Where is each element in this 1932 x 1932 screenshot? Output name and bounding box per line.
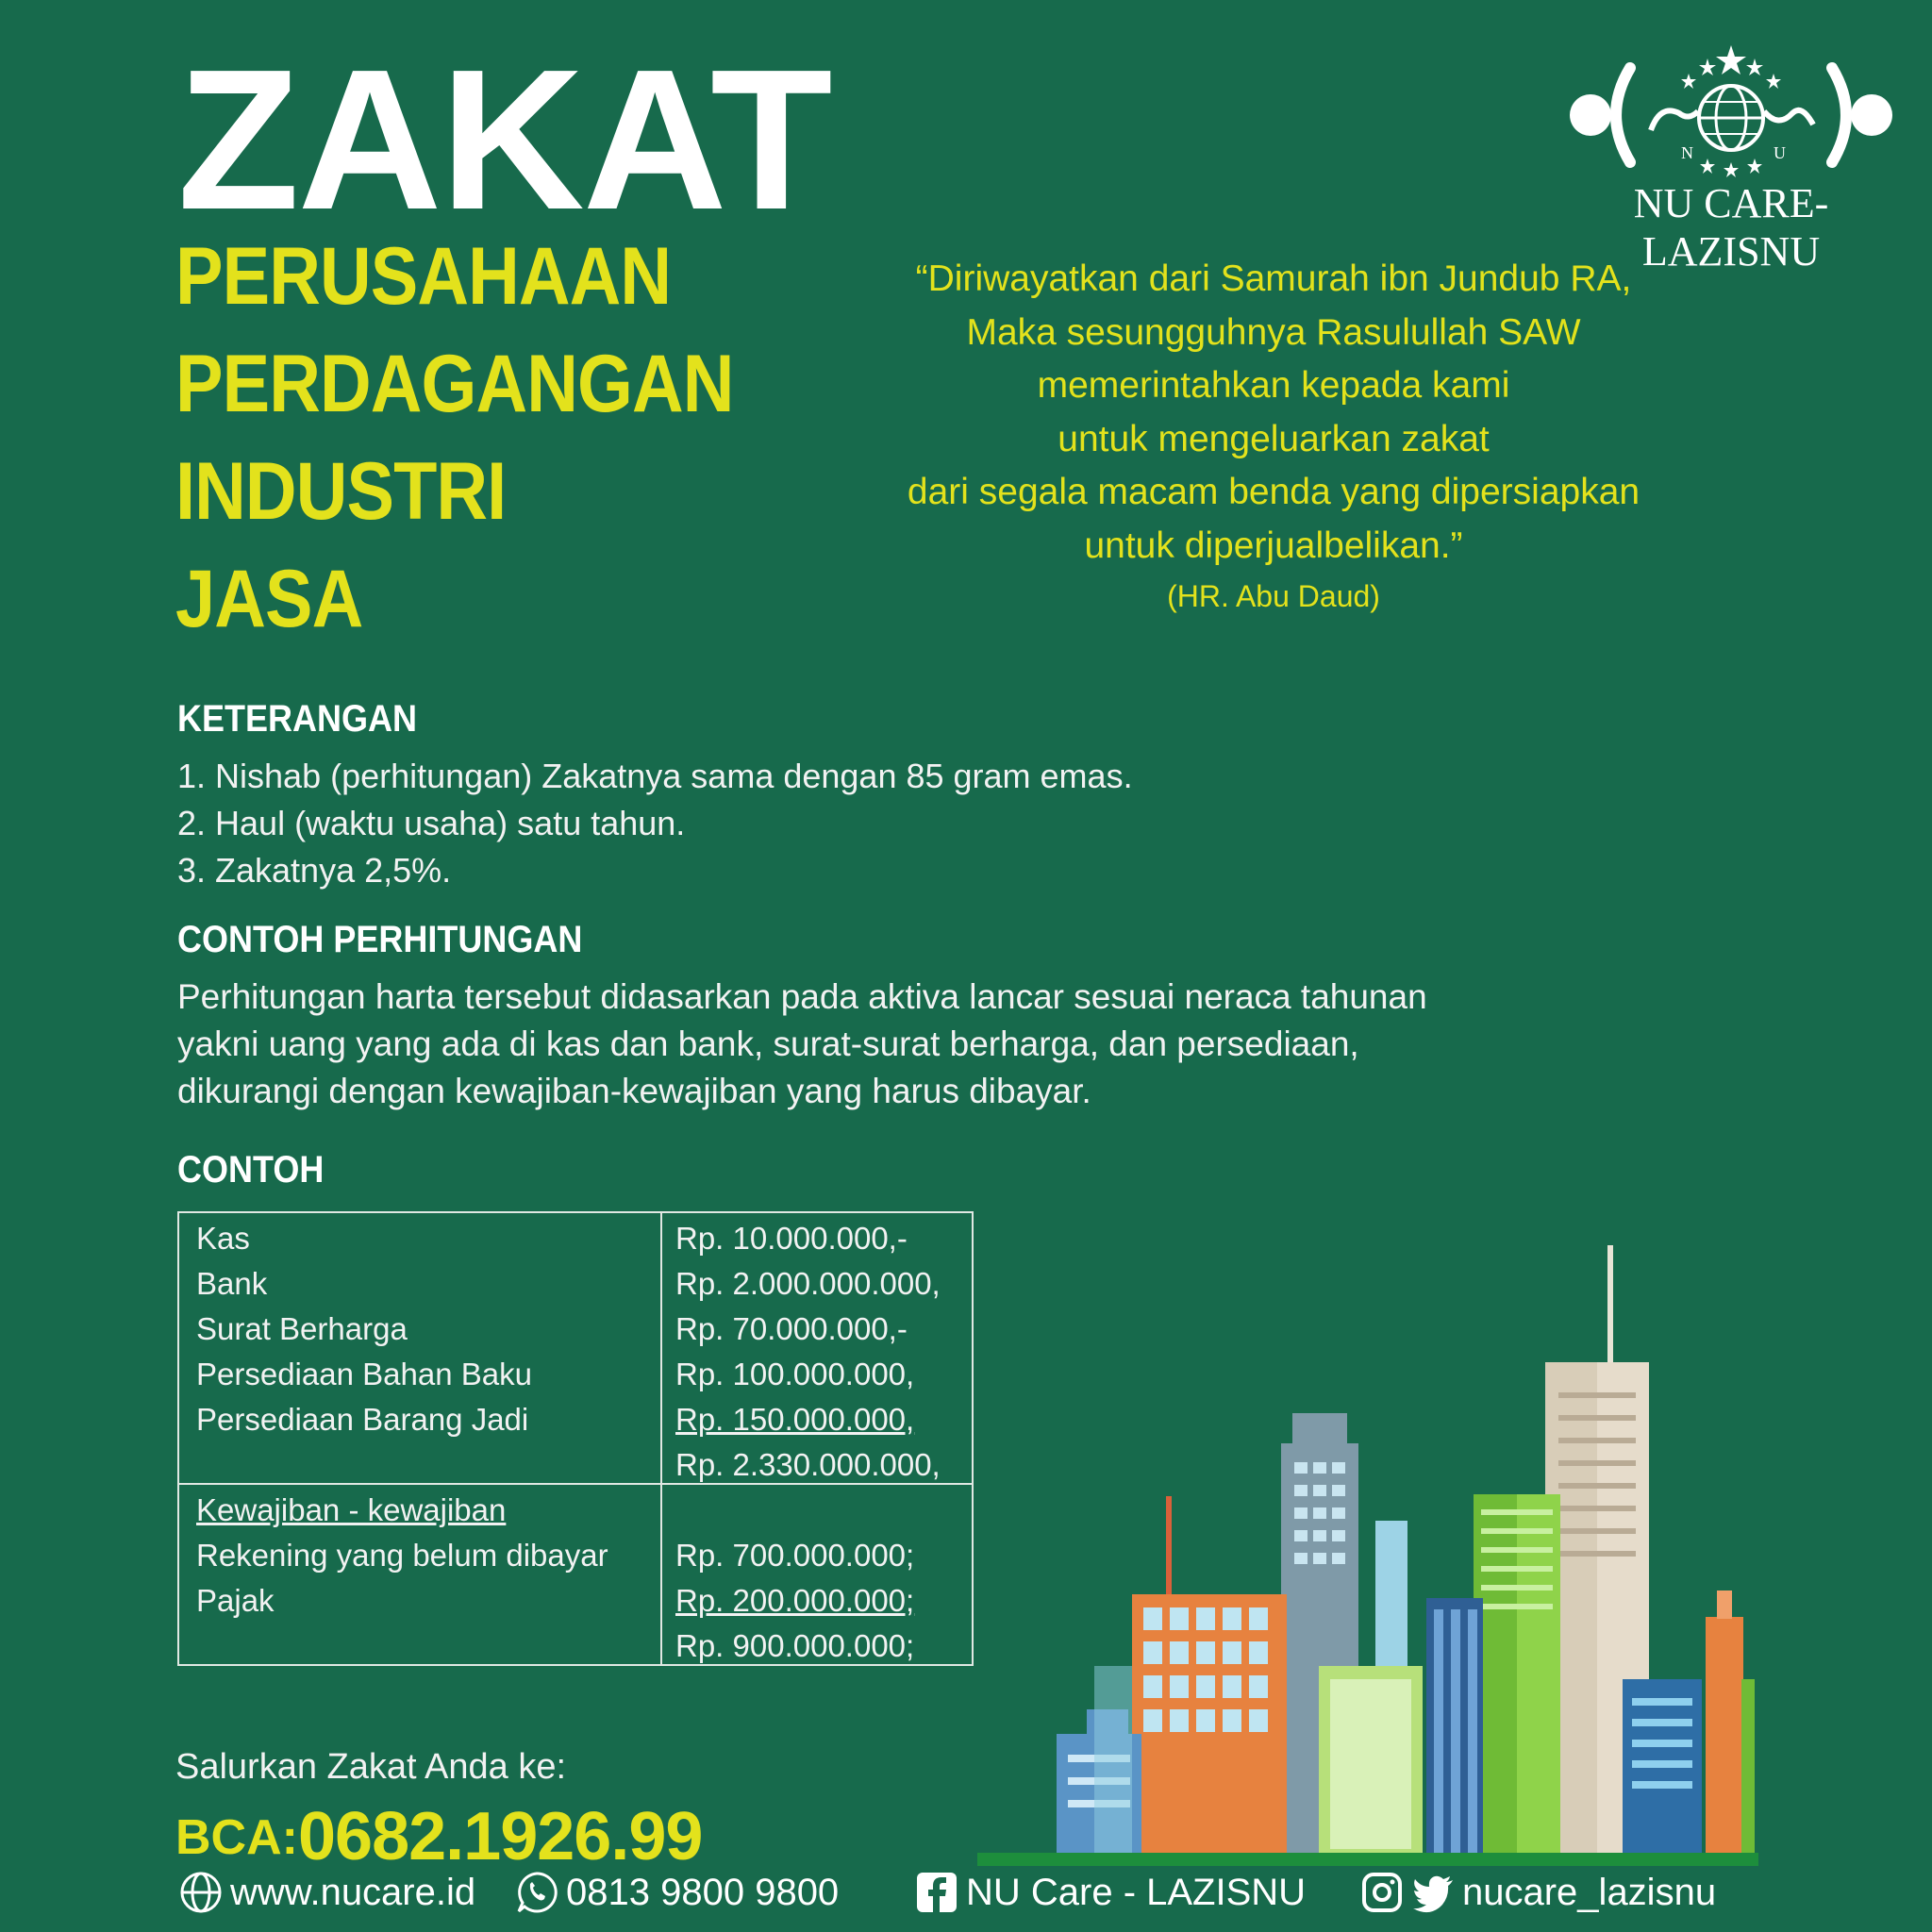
instagram-icon <box>1360 1871 1404 1914</box>
contoh-perhitungan-text <box>177 974 1592 1115</box>
account-number: 0682.1926.99 <box>298 1799 703 1874</box>
quote-line: dari segala macam benda yang dipersiapkan <box>907 472 1641 512</box>
website-text: www.nucare.id <box>230 1871 476 1913</box>
logo-letter-u: U <box>1774 143 1786 162</box>
example-table <box>177 1211 974 1666</box>
contoh-heading: CONTOH <box>177 1149 325 1191</box>
paragraph-line: yakni uang yang ada di kas dan bank, surat-surat berharga, dan persediaan, <box>177 1024 1359 1063</box>
social-handle-link[interactable] <box>1360 1866 1716 1919</box>
asset-label: Persediaan Barang Jadi <box>196 1402 529 1437</box>
asset-value: Rp. 100.000.000, <box>675 1357 915 1391</box>
subtitle-perdagangan: PERDAGANGAN <box>175 339 734 429</box>
ground-strip <box>977 1853 1758 1866</box>
city-skyline-illustration <box>1000 1226 1755 1887</box>
liability-value: Rp. 200.000.000; <box>675 1583 915 1618</box>
social-handle-text: nucare_lazisnu <box>1462 1871 1717 1913</box>
contoh-perhitungan-heading: CONTOH PERHITUNGAN <box>177 919 583 960</box>
facebook-icon <box>915 1871 958 1914</box>
liability-value: Rp. 700.000.000; <box>675 1538 915 1573</box>
nu-emblem-icon <box>1557 38 1906 179</box>
liabilities-total: Rp. 900.000.000; <box>675 1628 915 1663</box>
logo-name: NU CARE-LAZISNU <box>1633 180 1829 275</box>
quote-source: (HR. Abu Daud) <box>1167 579 1380 613</box>
globe-icon <box>179 1871 223 1914</box>
asset-label: Surat Berharga <box>196 1311 408 1346</box>
subtitle-perusahaan: PERUSAHAAN <box>175 231 672 322</box>
assets-total: Rp. 2.330.000.000, <box>675 1447 941 1482</box>
table-divider <box>179 1483 972 1485</box>
keterangan-item: 2. Haul (waktu usaha) satu tahun. <box>177 804 686 842</box>
subtitle-jasa: JASA <box>175 554 363 644</box>
facebook-text: NU Care - LAZISNU <box>966 1871 1307 1913</box>
asset-value: Rp. 70.000.000,- <box>675 1311 908 1346</box>
quote-line: untuk mengeluarkan zakat <box>1058 418 1490 459</box>
donation-prompt: Salurkan Zakat Anda ke: <box>175 1747 567 1787</box>
liability-label: Pajak <box>196 1583 275 1618</box>
asset-value: Rp. 150.000.000, <box>675 1402 915 1437</box>
whatsapp-link[interactable] <box>515 1866 839 1919</box>
asset-label: Persediaan Bahan Baku <box>196 1357 532 1391</box>
keterangan-item: 3. Zakatnya 2,5%. <box>177 851 452 890</box>
asset-label: Kas <box>196 1221 250 1256</box>
twitter-icon <box>1411 1871 1455 1914</box>
liabilities-heading: Kewajiban - kewajiban <box>196 1492 507 1527</box>
quote-line: Maka sesungguhnya Rasulullah SAW <box>966 311 1581 353</box>
asset-label: Bank <box>196 1266 268 1301</box>
hadith-quote <box>830 253 1717 573</box>
facebook-link[interactable] <box>915 1866 1306 1919</box>
quote-line: “Diriwayatkan dari Samurah ibn Jundub RA, <box>915 258 1632 299</box>
quote-line: untuk diperjualbelikan.” <box>1084 525 1463 566</box>
liability-label: Rekening yang belum dibayar <box>196 1538 608 1573</box>
quote-line: memerintahkan kepada kami <box>1037 365 1510 406</box>
page-title: ZAKAT <box>177 27 831 251</box>
footer-contacts <box>179 1866 1783 1923</box>
whatsapp-text: 0813 9800 9800 <box>566 1871 840 1913</box>
website-link[interactable] <box>179 1866 475 1919</box>
subtitle-industri: INDUSTRI <box>175 446 507 537</box>
paragraph-line: Perhitungan harta tersebut didasarkan pada aktiva lancar sesuai neraca tahunan <box>177 977 1427 1016</box>
whatsapp-icon <box>515 1871 558 1914</box>
logo-letter-n: N <box>1681 143 1693 162</box>
asset-value: Rp. 10.000.000,- <box>675 1221 908 1256</box>
bank-label: BCA: <box>175 1810 298 1865</box>
asset-value: Rp. 2.000.000.000, <box>675 1266 941 1301</box>
nu-care-logo <box>1557 38 1906 275</box>
table-divider <box>660 1213 662 1664</box>
keterangan-item: 1. Nishab (perhitungan) Zakatnya sama dengan 85 gram emas. <box>177 757 1133 795</box>
paragraph-line: dikurangi dengan kewajiban-kewajiban yang harus dibayar. <box>177 1072 1091 1110</box>
keterangan-heading: KETERANGAN <box>177 698 418 740</box>
